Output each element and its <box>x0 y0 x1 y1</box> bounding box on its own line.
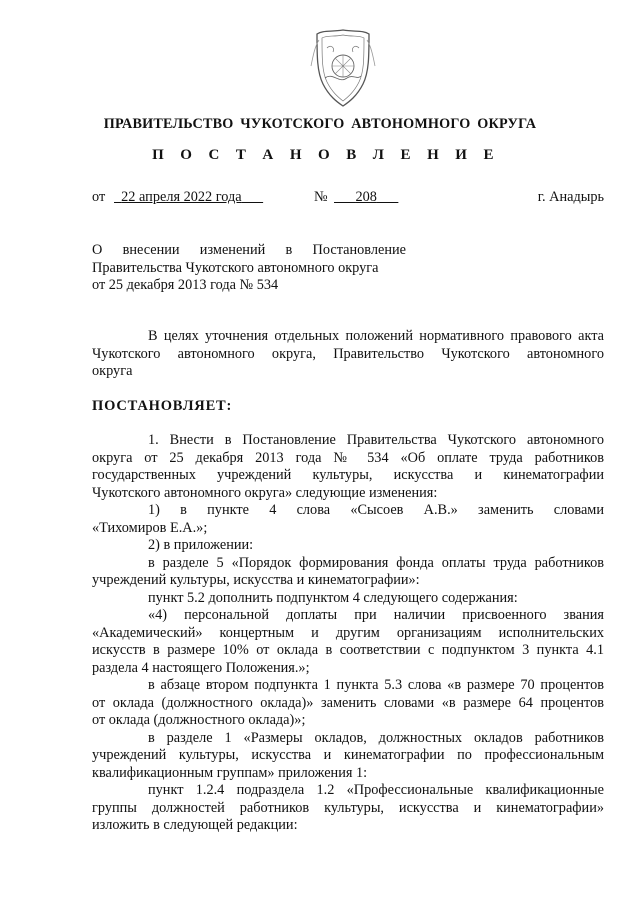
body-line: учреждений культуры, искусства и кинематографии по профессиональным <box>92 747 604 763</box>
preamble-line: Чукотского автономного округа, Правительство Чукотского автономного <box>92 345 604 362</box>
body-line: «Тихомиров Е.А.»; <box>92 519 208 536</box>
preamble-line: В целях уточнения отдельных положений нормативного правового акта <box>148 328 604 344</box>
subject-line: от 25 декабря 2013 года № 534 <box>92 277 279 294</box>
document-subject <box>92 242 406 295</box>
body-line: в абзаце втором подпункта 1 пункта 5.3 слова «в размере 70 процентов <box>148 677 604 693</box>
body-line: 1. Внести в Постановление Правительства Чукотского автономного <box>148 432 604 448</box>
preamble-line: округа <box>92 363 133 379</box>
body-line: изложить в следующей редакции: <box>92 817 298 833</box>
body-line: 2) в приложении: <box>148 537 254 553</box>
document-number: 208 <box>355 189 377 205</box>
body-line: пункт 5.2 дополнить подпунктом 4 следующего содержания: <box>148 589 518 606</box>
subject-line: Правительства Чукотского автономного округа <box>92 259 379 276</box>
body-line: учреждений культуры, искусства и кинематографии»: <box>92 572 420 588</box>
body-line: «Академический» концертным и другим организациям исполнительских <box>92 624 604 641</box>
document-meta <box>92 189 604 209</box>
body-line: пункт 1.2.4 подраздела 1.2 «Профессиональные квалификационные <box>148 782 604 798</box>
preamble <box>92 328 604 381</box>
number-label: № <box>314 189 328 205</box>
body-line: группы должностей работников культуры, искусства и кинематографии» <box>92 799 604 816</box>
city: г. Анадырь <box>537 189 604 205</box>
document-date: 22 апреля 2022 года <box>121 189 242 205</box>
body-line: в разделе 1 «Размеры окладов, должностных окладов работников <box>148 729 604 746</box>
body-line: от оклада (должностного оклада)»; <box>92 712 306 728</box>
resolution-body <box>92 432 604 835</box>
body-line: 1) в пункте 4 слова «Сысоев А.В.» заменить словами <box>148 502 604 518</box>
body-line: от оклада (должностного оклада)» заменить словами «в размере 64 процентов <box>92 694 604 711</box>
body-line: квалификационным группам» приложения 1: <box>92 764 368 781</box>
government-title: ПРАВИТЕЛЬСТВО ЧУКОТСКОГО АВТОНОМНОГО ОКРУГА <box>103 116 537 132</box>
body-line: округа от 25 декабря 2013 года № 534 «Об оплате труда работников <box>92 449 604 466</box>
date-label: от <box>92 189 106 205</box>
body-line: раздела 4 настоящего Положения.»; <box>92 659 310 676</box>
document-type-title: П О С Т А Н О В Л Е Н И Е <box>152 147 500 163</box>
subject-line: О внесении изменений в Постановление <box>92 242 406 258</box>
body-line: искусств в размере 10% от оклада в соответствии с подпунктом 3 пункта 4.1 <box>92 642 604 658</box>
body-line: в разделе 5 «Порядок формирования фонда оплаты труда работников <box>148 554 604 571</box>
resolves-heading: ПОСТАНОВЛЯЕТ: <box>92 398 233 414</box>
coat-of-arms-icon <box>303 26 383 110</box>
body-line: государственных учреждений культуры, искусства и кинематографии <box>92 467 604 483</box>
body-line: «4) персональной доплаты при наличии присвоенного звания <box>148 607 604 623</box>
body-line: Чукотского автономного округа» следующие изменения: <box>92 484 438 501</box>
